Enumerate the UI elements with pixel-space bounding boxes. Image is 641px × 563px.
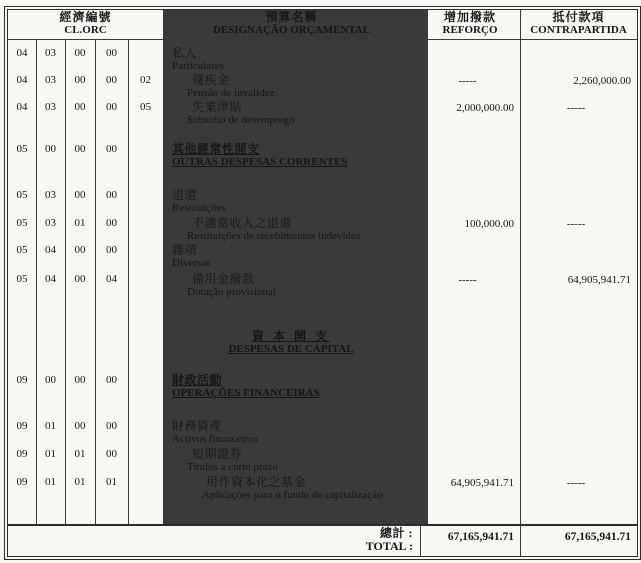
code-cell: 00 (74, 374, 86, 386)
code-cell: 00 (74, 101, 86, 113)
designation-pt: Titulos a curto prazo (187, 461, 278, 473)
code-cell: 04 (45, 244, 56, 256)
table-row (8, 420, 637, 447)
table-row-section (8, 374, 637, 401)
code-cell: 00 (106, 420, 117, 432)
designation-cell (163, 217, 428, 243)
header-contrapartida-zh: 抵付款項 (552, 10, 605, 24)
section-capital-zh: 資 本 開 支 (251, 329, 330, 343)
section-capital-pt: DESPESAS DE CAPITAL (228, 343, 354, 355)
contrapartida-amount: ----- (566, 218, 586, 230)
total-label (8, 527, 413, 553)
table-row (8, 448, 637, 475)
code-cell: 00 (74, 273, 86, 285)
code-cell: 00 (74, 47, 86, 59)
designation-pt: Restituições (172, 202, 226, 214)
table-row (8, 189, 637, 216)
total-reforco-amount: 67,165,941.71 (447, 531, 514, 543)
code-cell: 00 (74, 74, 86, 86)
table-row (8, 74, 637, 101)
designation-zh: 雜項 (172, 243, 198, 257)
code-cell: 00 (106, 143, 117, 155)
code-cell: 00 (106, 101, 117, 113)
reforco-amount: 64,905,941.71 (450, 477, 514, 489)
code-cell: 03 (45, 101, 56, 113)
contrapartida-amount: 2,260,000.00 (573, 75, 631, 87)
code-cell: 00 (74, 143, 86, 155)
code-cell: 04 (45, 273, 56, 285)
header-designation (163, 11, 420, 37)
designation-cell (163, 101, 428, 127)
contrapartida-amount: ----- (566, 477, 586, 489)
code-cell: 04 (16, 47, 28, 59)
header-contrapartida-latin: CONTRAPARTIDA (530, 24, 627, 36)
section-capital (8, 330, 637, 357)
reforco-amount: ----- (458, 75, 477, 87)
total-row (8, 524, 637, 558)
code-cell: 09 (16, 476, 28, 488)
code-cell: 05 (16, 273, 28, 285)
header-rule (8, 39, 637, 40)
budget-table (4, 6, 641, 560)
designation-pt: Subsídio de desemprego (187, 114, 295, 126)
designation-pt: Particulares (172, 60, 224, 72)
code-cell: 01 (74, 476, 86, 488)
table-row (8, 273, 637, 300)
designation-pt: OUTRAS DESPESAS CORRENTES (172, 156, 348, 168)
designation-zh: 短期證券 (192, 447, 243, 461)
table-row (8, 101, 637, 128)
code-cell: 04 (106, 273, 117, 285)
designation-zh: 殘疾金 (192, 73, 230, 87)
code-cell: 00 (74, 244, 86, 256)
reforco-amount: 100,000.00 (464, 218, 514, 230)
code-cell: 09 (16, 448, 28, 460)
code-cell: 01 (74, 217, 86, 229)
table-row (8, 217, 637, 244)
code-cell: 01 (106, 476, 117, 488)
header-reforco-latin: REFORÇO (442, 24, 498, 36)
header-code-latin: CL.ORC (64, 24, 107, 36)
code-cell: 00 (106, 374, 117, 386)
header-designation-zh: 預算名稱 (265, 10, 318, 24)
designation-cell (163, 273, 428, 299)
code-cell: 00 (106, 189, 117, 201)
reforco-amount: 2,000,000.00 (456, 102, 514, 114)
designation-zh: 退還 (172, 188, 198, 202)
header-contrapartida (520, 11, 637, 37)
designation-zh: 私人 (172, 46, 198, 60)
designation-zh: 備用金撥款 (192, 272, 255, 286)
designation-zh: 不適當收入之退還 (192, 216, 293, 230)
total-label-latin: TOTAL : (365, 539, 413, 553)
code-cell: 05 (140, 101, 151, 113)
code-cell: 00 (106, 244, 117, 256)
code-cell: 03 (45, 217, 56, 229)
code-cell: 03 (45, 47, 56, 59)
designation-pt: Diversas (172, 257, 211, 269)
total-label-zh: 總計 : (380, 526, 413, 540)
total-contrapartida-amount: 67,165,941.71 (564, 531, 631, 543)
code-cell: 01 (45, 448, 56, 460)
code-cell: 00 (45, 143, 56, 155)
header-code (8, 11, 163, 37)
designation-cell (163, 330, 419, 356)
designation-cell (163, 47, 428, 73)
designation-pt: Restituições de recebimentos indevidos (187, 230, 361, 242)
designation-cell (163, 476, 428, 502)
code-cell: 02 (140, 74, 151, 86)
designation-cell (163, 420, 428, 446)
table-row (8, 476, 637, 503)
header-code-zh: 經濟編號 (59, 10, 112, 24)
code-cell: 00 (106, 217, 117, 229)
designation-cell (163, 189, 428, 215)
code-cell: 03 (45, 189, 56, 201)
code-cell: 09 (16, 420, 28, 432)
code-cell: 09 (16, 374, 28, 386)
designation-pt: Activos financeiros (172, 433, 258, 445)
code-cell: 05 (16, 217, 28, 229)
header-reforco-zh: 增加撥款 (443, 10, 496, 24)
code-cell: 01 (45, 420, 56, 432)
designation-zh: 用作資本化之基金 (206, 475, 307, 489)
designation-cell (163, 244, 428, 270)
designation-zh: 其他經常性開支 (172, 142, 260, 156)
designation-cell (163, 143, 428, 169)
designation-zh: 財政活動 (172, 373, 223, 387)
designation-zh: 財務資產 (172, 419, 223, 433)
code-cell: 03 (45, 74, 56, 86)
header-designation-latin: DESIGNAÇÃO ORÇAMENTAL (212, 24, 371, 36)
code-cell: 00 (74, 420, 86, 432)
code-cell: 00 (106, 47, 117, 59)
code-cell: 00 (74, 189, 86, 201)
designation-pt: OPERAÇÕES FINANCEIRAS (172, 387, 320, 399)
code-cell: 05 (16, 244, 28, 256)
contrapartida-amount: 64,905,941.71 (567, 274, 631, 286)
designation-cell (163, 74, 428, 100)
code-cell: 00 (106, 74, 117, 86)
code-cell: 05 (16, 189, 28, 201)
designation-cell (163, 374, 428, 400)
designation-pt: Pensão de invalidez (187, 87, 275, 99)
designation-cell (163, 448, 428, 474)
code-cell: 00 (45, 374, 56, 386)
designation-zh: 失業津貼 (192, 100, 243, 114)
table-row (8, 47, 637, 74)
code-cell: 01 (45, 476, 56, 488)
contrapartida-amount: ----- (566, 102, 586, 114)
code-cell: 04 (16, 101, 28, 113)
table-row (8, 244, 637, 271)
table-row-section (8, 143, 637, 170)
code-cell: 04 (16, 74, 28, 86)
code-cell: 00 (106, 448, 117, 460)
designation-pt: Dotação provisional (187, 286, 276, 298)
designation-pt: Aplicações para o fundo de capitalização (202, 489, 383, 501)
table-header (8, 10, 637, 39)
header-reforco (420, 11, 520, 37)
code-cell: 05 (16, 143, 28, 155)
code-cell: 01 (74, 448, 86, 460)
reforco-amount: ----- (458, 274, 477, 286)
